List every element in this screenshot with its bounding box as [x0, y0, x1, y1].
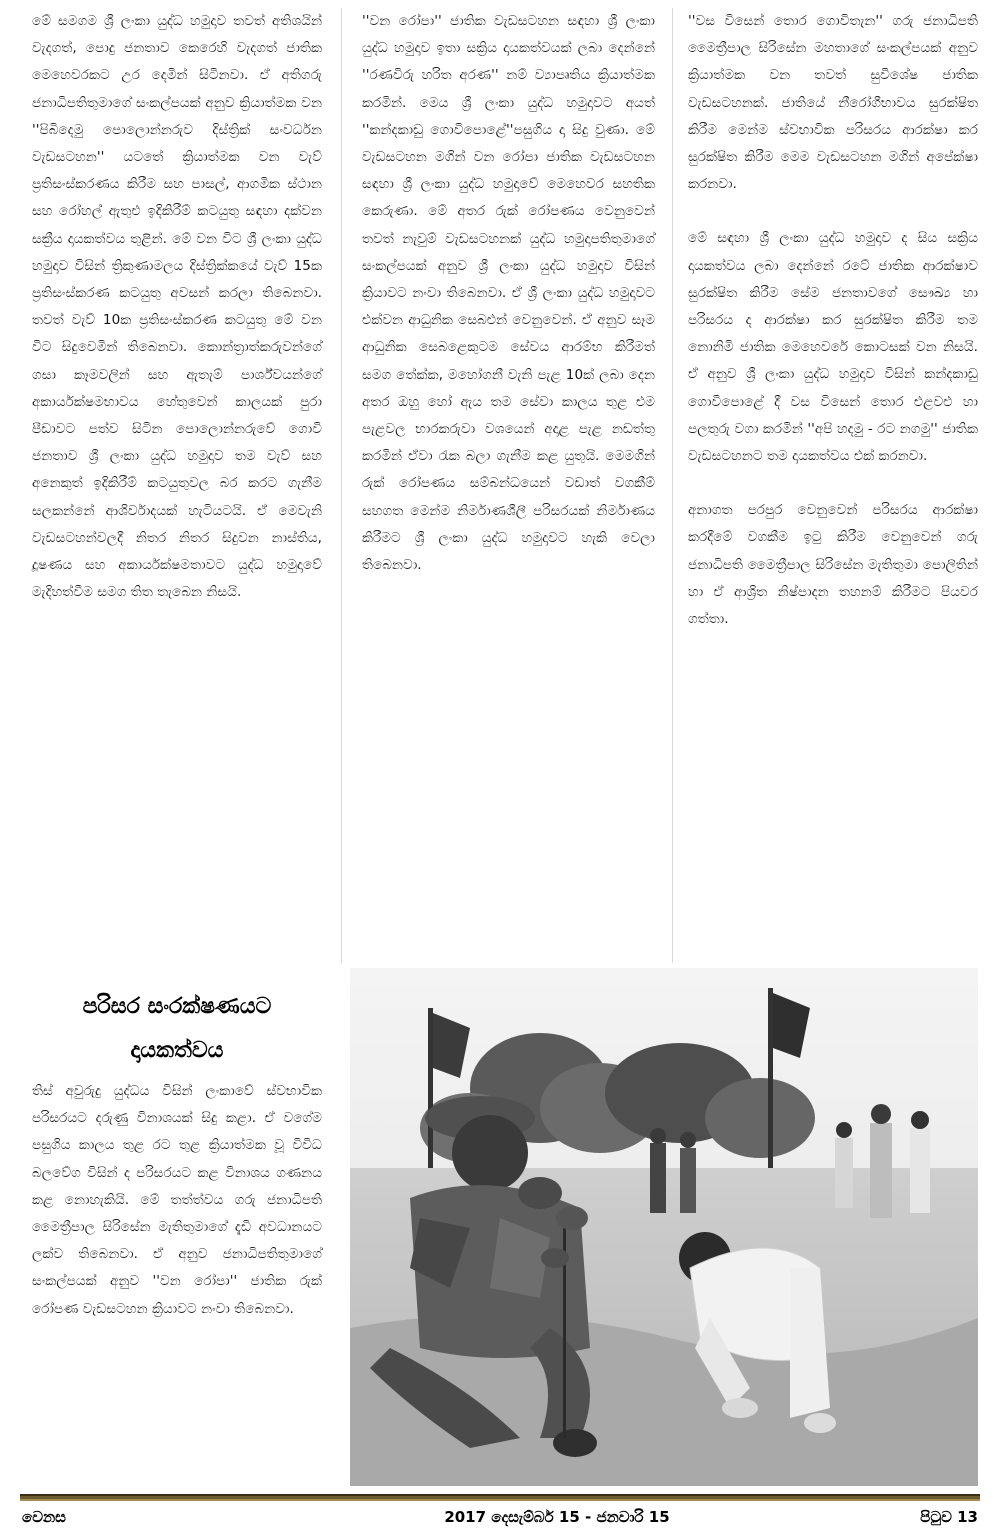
- paragraph: ''වස විසෙන් තොර ගොවිතැන'' ගරු ජනාධිපති මෛත්‍රීපාල සිරිසේන මහතාගේ සංකල්පයක් අනුව ක්‍රියාත්මක වන තවත් සුවිශේෂ ජාතික වැඩසටහනක්. ජාතියේ නීරෝගීභාවය සුරක්ෂිත කිරීම මෙන්ම ස්වභාවික පරිසරය ආරක්ෂා කර සුරක්ෂිත කිරීම මෙම වැඩසටහන මගින් අපේක්ෂා කරනවා.: [688, 13, 978, 193]
- article-column-3: [688, 8, 978, 633]
- article-column-1-lower: [32, 1078, 322, 1323]
- section-heading-line-1: පරිසර සංරක්ෂණයට: [82, 993, 272, 1019]
- footer-rule: [20, 1494, 980, 1501]
- column-divider: [341, 8, 342, 963]
- paragraph: මේ සඳහා ශ්‍රී ලංකා යුද්ධ හමුදාව ද සිය සක්‍රිය දායකත්වය ලබා දෙන්නේ රටේ ජාතික ආරක්ෂාව සුරක්ෂිත කිරීම සේම ජනතාවගේ සෞඛ්‍ය හා පරිසරය ද ආරක්ෂා කර සුරක්ෂිත කිරීම තම නොනිමි ජාතික මෙහෙවරේ කොටසක් වන නිසයි. ඒ අනුව ශ්‍රී ලංකා යුද්ධ හමුදාව විසින් කන්දකාඩු ගොවිපොළේ දී වස විසෙන් තොර එළවළු හා පලතුරු වගා කරමින් ''අපි හදමු - රට නගමු'' ජාතික වැඩසටහනට තම දායකත්වය එක් කරනවා.: [688, 230, 978, 465]
- section-heading: [32, 984, 322, 1072]
- publication-name: වෙනස: [22, 1508, 66, 1526]
- page-number: පිටුව 13: [920, 1508, 978, 1526]
- page-footer: [22, 1508, 978, 1534]
- article-column-2: [362, 8, 655, 579]
- issue-date: 2017 දෙසැම්බර් 15 - ජනවාරි 15: [444, 1508, 670, 1526]
- column-divider: [672, 8, 673, 963]
- paragraph: මේ සමගම ශ්‍රී ලංකා යුද්ධ හමුදාව තවත් අතිශයින් වැදගත්, පොදු ජනතාව කෙරෙහි වැදගත් ජාතික මෙහෙවරකට උර දෙමින් සිටිනවා. ඒ අතිගරු ජනාධිපතිතුමාගේ සංකල්පයක් අනුව ක්‍රියාත්මක වන ''පිබිදෙමු පොලොන්නරුව දිස්ත්‍රික් සංවර්ධන වැඩසටහන'' යටතේ ක්‍රියාත්මක වන වැව් ප්‍රතිසංස්කරණය කිරීම සහ පාසල්, ආගමික ස්ථාන සහ රෝහල් ඇතුළු ඉදිකිරීම් කටයුතු සඳහා දක්වන සක්‍රීය දායකත්වය තුළින්. මේ වන විට ශ්‍රී ලංකා යුද්ධ හමුදාව විසින් ත්‍රිකුණාමලය දිස්ත්‍රික්කයේ වැව් 15ක ප්‍රතිසංස්කරණ කටයුතු අවසන් කරලා තිබෙනවා. තවත් වැව් 10ක ප්‍රතිසංස්කරණ කටයුතු මේ වන විට සිදුවෙමින් තිබෙනවා. කොන්ත්‍රාත්කරුවන්ගේ ගසා කෑමවලින් සහ ඇතැම් පාර්ශ්වයන්ගේ අකාර්යක්ෂමභාවය හේතුවෙන් කාලයක් පුරා පීඩාවට පත්ව සිටින පොලොන්නරුවේ ගොවි ජනතාව ශ්‍රී ලංකා යුද්ධ හමුදාව තම වැව් සහ අනෙකුත් ඉදිකිරීම් කටයුතුවල බර කරට ගැනීම සලකන්නේ ආශිර්වාදයක් හැටියටයි. ඒ මෙවැනි වැඩසටහන්වලදී නිතර නිතර සිදුවන නාස්තිය, දූෂණය සහ අකාර්යක්ෂමතාවට යුද්ධ හමුදාවේ මැදිහත්වීම සමග තිත තැබෙන නිසයි.: [32, 13, 322, 601]
- paragraph: ''වන රෝපා'' ජාතික වැඩසටහන සඳහා ශ්‍රී ලංකා යුද්ධ හමුදාව ඉතා සක්‍රිය දායකත්වයක් ලබා දෙන්නේ ''රණවිරු හරිත අරණ'' නම් ව්‍යාපෘතිය ක්‍රියාත්මක කරමින්. මෙය ශ්‍රී ලංකා යුද්ධ හමුදාවට අයත් ''කන්දකාඩු ගොවිපොළේ''පසුගිය දා සිදු වුණා. මේ වැඩසටහන මගින් වන රෝපා ජාතික වැඩසටහන සඳහා ශ්‍රී ලංකා යුද්ධ හමුදාවේ මෙහෙවර සහතික කෙරුණා. මේ අතර රුක් රෝපණය වෙනුවෙන් තවත් නැවුම් වැඩසටහනක් යුද්ධ හමුදාපතිතුමාගේ සංකල්පයක් අනුව ශ්‍රී ලංකා යුද්ධ හමුදාව විසින් ක්‍රියාවට නංවා තිබෙනවා. ඒ ශ්‍රී ලංකා යුද්ධ හමුදාවට එක්වන ආධුනික සෙබළුන් වෙනුවෙන්. ඒ අනුව සෑම ආධුනික සෙබළෙකුටම සේවය ආරම්භ කිරීමත් සමග තේක්ක, මහෝගනී වැනි පැළ 10ක් ලබා දෙන අතර ඔහු හෝ ඇය තම සේවා කාලය තුළ එම පැළවල භාරකරුවා වශයෙන් අදාළ පැළ නඩත්තු කරමින් ඒවා රැක බලා ගැනීම කළ යුතුයි. මෙමගින් රුක් රෝපණය සම්බන්ධයෙන් වඩාත් වගකීම් සහගත මෙන්ම නිර්මාණශීලී පරිසරයක් නිර්මාණය කිරීමට ශ්‍රී ලංකා යුද්ධ හමුදාවට හැකි වෙලා තිබෙනවා.: [362, 13, 655, 574]
- paragraph: තිස් අවුරුදු යුද්ධය විසින් ලංකාවේ ස්වභාවික පරිසරයට දරුණු විනාශයක් සිදු කළා. ඒ වගේම පසුගිය කාලය තුළ රට තුළ ක්‍රියාත්මක වූ විවිධ බලවේග විසින් ද පරිසරයට කළ විනාශය ගණනය කළ නොහැකියි. මේ තත්ත්වය ගරු ජනාධිපති මෛත්‍රීපාල සිරිසේන මැතිතුමාගේ දැඩි අවධානයට ලක්ව තිබෙනවා. ඒ අනුව ජනාධිපතිතුමාගේ සංකල්පයක් අනුව ''වන රෝපා'' ජාතික රුක් රෝපණ වැඩසටහන ක්‍රියාවට නංවා තිබෙනවා.: [32, 1083, 322, 1317]
- article-column-1: [32, 8, 322, 606]
- section-heading-line-2: දායකත්වය: [130, 1037, 224, 1063]
- tree-planting-photo: [350, 968, 978, 1486]
- paragraph: අනාගත පරපුර වෙනුවෙන් පරිසරය ආරක්ෂා කරදීමේ වගකීම ඉටු කිරීම වෙනුවෙන් ගරු ජනාධිපති මෛත්‍රීපාල සිරිසේන මැතිතුමා පොලිතින් හා ඒ ආශ්‍රිත නිෂ්පාදන තහනම් කිරීමට පියවර ගත්තා.: [688, 502, 978, 628]
